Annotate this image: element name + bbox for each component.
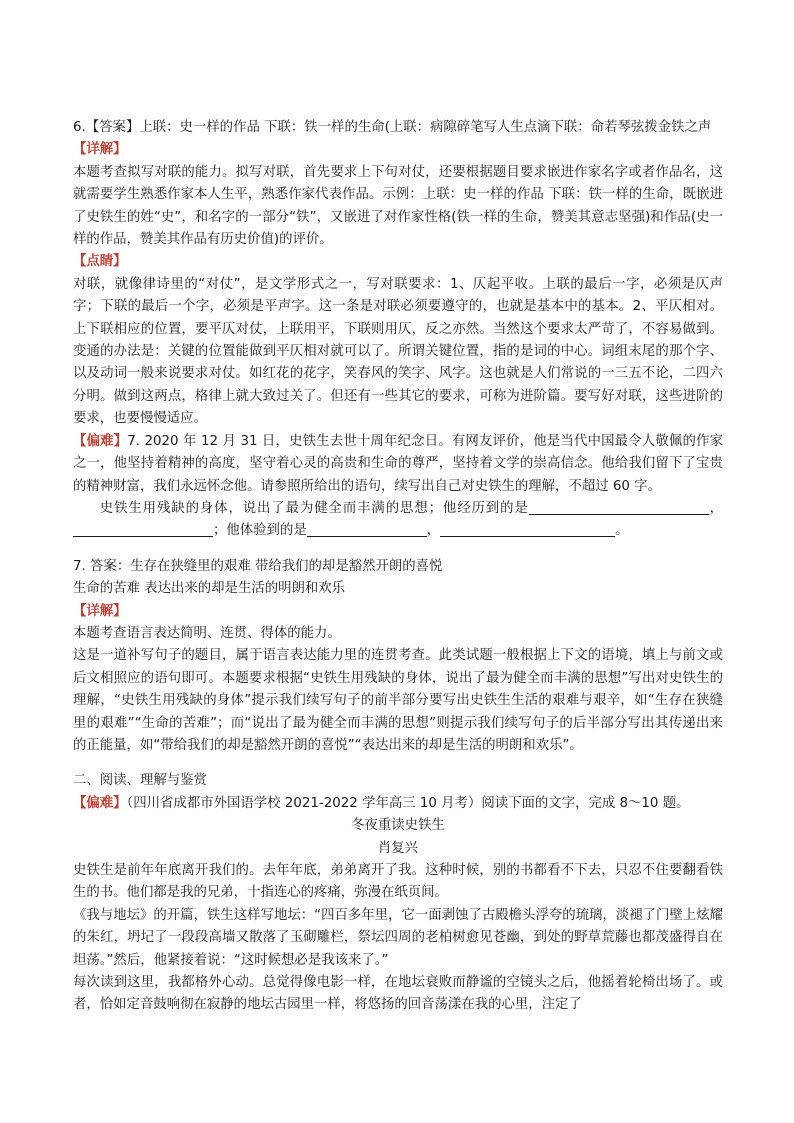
difficulty-tag: 【偏难】 — [73, 795, 127, 811]
q7-detail-text-1: 本题考查语言表达简明、连贯、得体的能力。 — [73, 625, 341, 641]
detail-tag: 【详解】 — [73, 142, 127, 158]
answer-blank-3[interactable] — [307, 521, 427, 537]
q7-fill-text: 史铁生用残缺的身体，说出了最为健全而丰满的思想；他经历到的是 — [99, 500, 529, 516]
q7-detail-tag — [73, 601, 723, 623]
spacer — [73, 757, 723, 770]
q7-comma-2: ， — [426, 523, 441, 539]
detail-tag: 【详解】 — [73, 603, 127, 619]
q6-points-text: 对联，就像律诗里的“对仗”，是文学形式之一，写对联要求：1、仄起平收。上联的最后一字，必须是仄声字；下联的最后一个字，必须是平声字。这一条是对联必须要遵守的，也就是基本中的基本。2、平仄相对。上下联相应的位置，要平仄对仗，上联用平，下联则用仄，反之亦然。当然这个要求太严苛了，不容易做到。变通的办法是：关键的位置能做到平仄相对就可以了。所谓关键位置，指的是词的中心。词组末尾的那个字、以及动词一般来说要求对仗。如红花的花字，笑春风的笑字、风字。这也就是人们常说的一三五不论，二四六分明。做到这两点，格律上就大致过关了。但还有一些其它的要求，可称为进阶篇。要写好对联，这些进阶的要求，也要慢慢适应。 — [73, 276, 723, 427]
q6-detail-text: 本题考查拟写对联的能力。拟写对联，首先要求上下句对仗，还要根据题目要求嵌进作家名字或者作品名，这就需要学生熟悉作家本人生平，熟悉作家代表作品。示例：上联：史一样的作品 下联：铁一样的生命，既嵌进了史铁生的姓“史”，和名字的一部分“铁”，又嵌进了对作家性格(铁一样的生命，赞美其意志坚强)和作品(史一样的作品，赞美其作品有历史价值)的评价。 — [73, 164, 723, 248]
difficulty-tag: 【偏难】 — [73, 433, 128, 449]
spacer — [73, 543, 723, 556]
q7-comma: ， — [708, 500, 723, 516]
article-paragraph: 史铁生是前年年底离开我们的。去年年底，弟弟离开了我。这种时候，别的书都看不下去，只忍不住要翻看铁生的书。他们都是我的兄弟，十指连心的疼痛，弥漫在纸页间。 — [73, 863, 723, 901]
q7-prompt-text: 7. 2020 年 12 月 31 日，史铁生去世十周年纪念日。有网友评价，他是当代中国最令人敬佩的作家之一，他坚持着精神的高度，坚守着心灵的高贵和生命的尊严，坚持着文学的崇高信念。他给我们留下了宝贵的精神财富，我们永远怀念他。请参照所给出的语句，续写出自己对史铁生的理解，不超过 60 字。 — [73, 433, 724, 494]
q7-fill-line — [73, 498, 723, 543]
section-heading: 二、阅读、理解与鉴赏 — [73, 773, 207, 789]
q6-answer: 6.【答案】上联：史一样的作品 下联：铁一样的生命(上联：病隙碎笔写人生点滴下联：命若琴弦拨金铁之声 — [73, 120, 712, 135]
article-paragraph: 《我与地坛》的开篇，铁生这样写地坛：“四百多年里，它一面剥蚀了古殿檐头浮夸的琉璃，淡褪了门壁上炫耀的朱红，坍圮了一段段高墙又散落了玉砌雕栏，祭坛四周的老柏树愈见苍幽，到处的野草荒藤也都茂盛得自在坦荡。”然后，他紧接着说：“这时候想必是我该来了。” — [73, 907, 723, 968]
q6-points-tag — [73, 251, 723, 273]
q7-period: 。 — [615, 523, 629, 539]
q7-answer-2: 生命的苦难 表达出来的却是生活的明朗和欢乐 — [73, 581, 346, 597]
section-intro-text: （四川省成都市外国语学校 2021-2022 学年高三 10 月考）阅读下面的文字，完成 8～10 题。 — [126, 795, 690, 811]
article-author: 肖复兴 — [377, 840, 419, 856]
article-title: 冬夜重读史铁生 — [351, 818, 445, 834]
q7-answer-1: 7. 答案：生存在狭缝里的艰难 带给我们的却是豁然开朗的喜悦 — [73, 558, 443, 574]
q7-semicolon: ；他体验到的是 — [213, 523, 307, 539]
q7-detail-text-2: 这是一道补写句子的题目，属于语言表达能力里的连贯考查。此类试题一般根据上下文的语境，填上与前文或后文相照应的语句即可。本题要求根据“史铁生用残缺的身体，说出了最为健全而丰满的思想”写出对史铁生的理解，“史铁生用残缺的身体”提示我们续写句子的前半部分要写出史铁生生活的艰难与艰辛，如“生存在狭缝里的艰难”“生命的苦难”；而“说出了最为健全而丰满的思想”则提示我们续写句子的后半部分写出其传递出来的正能量，如“带给我们的却是豁然开朗的喜悦”“表达出来的却是生活的明朗和欢乐”。 — [73, 648, 723, 753]
q7-fill-row2 — [73, 523, 629, 538]
document-body — [73, 117, 723, 1017]
points-tag: 【点睛】 — [73, 254, 127, 270]
answer-blank-2[interactable] — [73, 521, 213, 537]
answer-blank-1[interactable] — [529, 499, 709, 515]
article-paragraph: 每次读到这里，我都格外心动。总觉得像电影一样，在地坛衰败而静谧的空镜头之后，他摇着轮椅出场了。或者，恰如定音鼓响彻在寂静的地坛古园里一样，将悠扬的回音荡漾在我的心里，注定了 — [73, 975, 723, 1013]
section-intro — [73, 793, 723, 815]
q6-detail-tag — [73, 139, 723, 161]
q7-prompt — [73, 431, 723, 498]
answer-blank-4[interactable] — [440, 521, 615, 537]
